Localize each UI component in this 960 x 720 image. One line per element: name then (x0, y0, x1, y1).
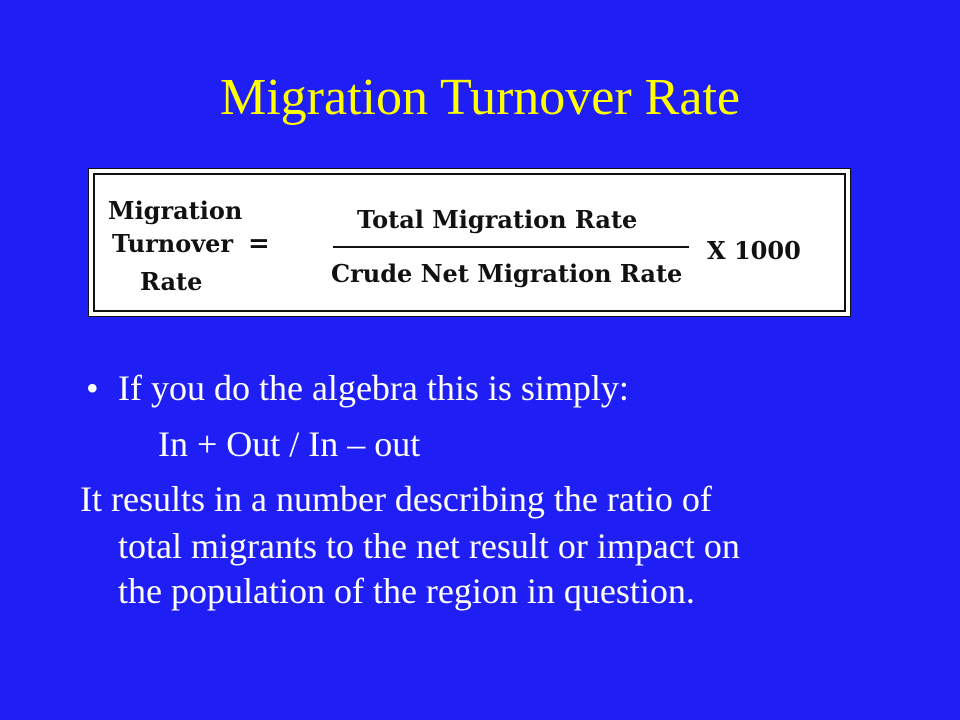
formula-numerator: Total Migration Rate (357, 205, 638, 234)
formula-denominator: Crude Net Migration Rate (331, 259, 683, 288)
formula-box (88, 168, 851, 317)
formula-equals-sign: = (248, 229, 270, 259)
paragraph-line-2: total migrants to the net result or impact on (118, 526, 740, 566)
formula-inner-border (93, 173, 846, 312)
formula-multiplier: X 1000 (707, 236, 801, 265)
formula-lhs-line-2: Turnover (112, 229, 234, 258)
paragraph-line-1: It results in a number describing the ratio of (80, 479, 712, 519)
formula-lhs-line-1: Migration (108, 196, 243, 225)
formula-lhs-line-3: Rate (140, 267, 203, 296)
bullet-text: If you do the algebra this is simply: (118, 368, 629, 408)
bullet-marker: • (86, 368, 99, 408)
simplified-formula: In + Out / In – out (158, 424, 421, 464)
paragraph-line-3: the population of the region in question. (118, 571, 695, 611)
slide-title: Migration Turnover Rate (220, 69, 740, 126)
formula-fraction-bar (333, 246, 689, 248)
